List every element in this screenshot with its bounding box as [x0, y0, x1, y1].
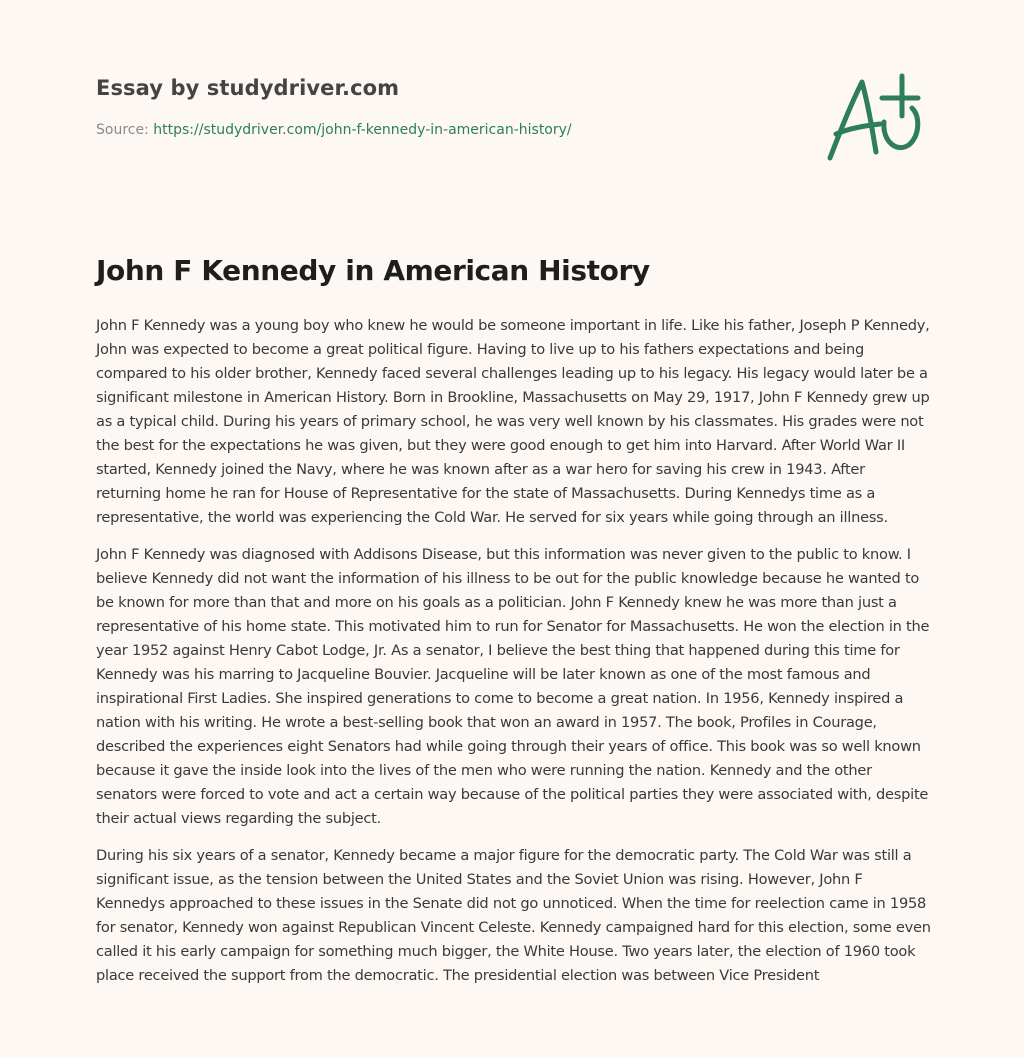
essay-paragraph: John F Kennedy was diagnosed with Addisons Disease, but this information was never given to the public to know. I believe Kennedy did not want the information of his illness to be out for the public knowledge because he wanted to be known for more than that and more on his goals as a politician. John F Kennedy knew he was more than just a representative of his home state. This motivated him to run for Senator for Massachusetts. He won the election in the year 1952 against Henry Cabot Lodge, Jr. As a senator, I believe the best thing that happened during this time for Kennedy was his marring to Jacqueline Bouvier. Jacqueline will be later known as one of the most famous and inspirational First Ladies. She inspired generations to come to become a great nation. In 1956, Kennedy inspired a nation with his writing. He wrote a best-selling book that won an award in 1957. The book, Profiles in Courage, described the experiences eight Senators had while going through their years of office. This book was so well known because it gave the inside look into the lives of the men who were running the nation. Kennedy and the other senators were forced to vote and act a certain way because of the political parties they were associated with, despite their actual views regarding the subject. — [96, 546, 930, 827]
essay-paragraph: During his six years of a senator, Kennedy became a major figure for the democratic party. The Cold War was still a significant issue, as the tension between the United States and the Soviet Union was rising. However, John F Kennedys approached to these issues in the Senate did not go unnoticed. When the time for reelection came in 1958 for senator, Kennedy won against Republican Vincent Celeste. Kennedy campaigned hard for this election, some even called it his early campaign for something much bigger, the White House. Two years later, the election of 1960 took place received the support from the democratic. The presidential election was between Vice President — [96, 847, 931, 984]
page-header — [96, 76, 816, 138]
essay-title: John F Kennedy in American History — [96, 254, 650, 287]
brand-title: Essay by studydriver.com — [96, 76, 400, 100]
essay-body — [96, 314, 932, 1001]
a-plus-logo-icon — [822, 70, 926, 166]
source-label: Source: — [96, 122, 154, 138]
essay-paragraph: John F Kennedy was a young boy who knew he would be someone important in life. Like his father, Joseph P Kennedy, John was expected to become a great political figure. Having to live up to his fathers expectations and being compared to his older brother, Kennedy faced several challenges leading up to his legacy. His legacy would later be a significant milestone in American History. Born in Brookline, Massachusetts on May 29, 1917, John F Kennedy grew up as a typical child. During his years of primary school, he was very well known by his classmates. His grades were not the best for the expectations he was given, but they were good enough to get him into Harvard. After World War II started, Kennedy joined the Navy, where he was known after as a war hero for saving his crew in 1943. After returning home he ran for House of Representative for the state of Massachusetts. During Kennedys time as a representative, the world was experiencing the Cold War. He served for six years while going through an illness. — [96, 317, 930, 526]
source-line — [96, 122, 816, 138]
source-link[interactable]: https://studydriver.com/john-f-kennedy-in-american-history/ — [153, 122, 572, 138]
